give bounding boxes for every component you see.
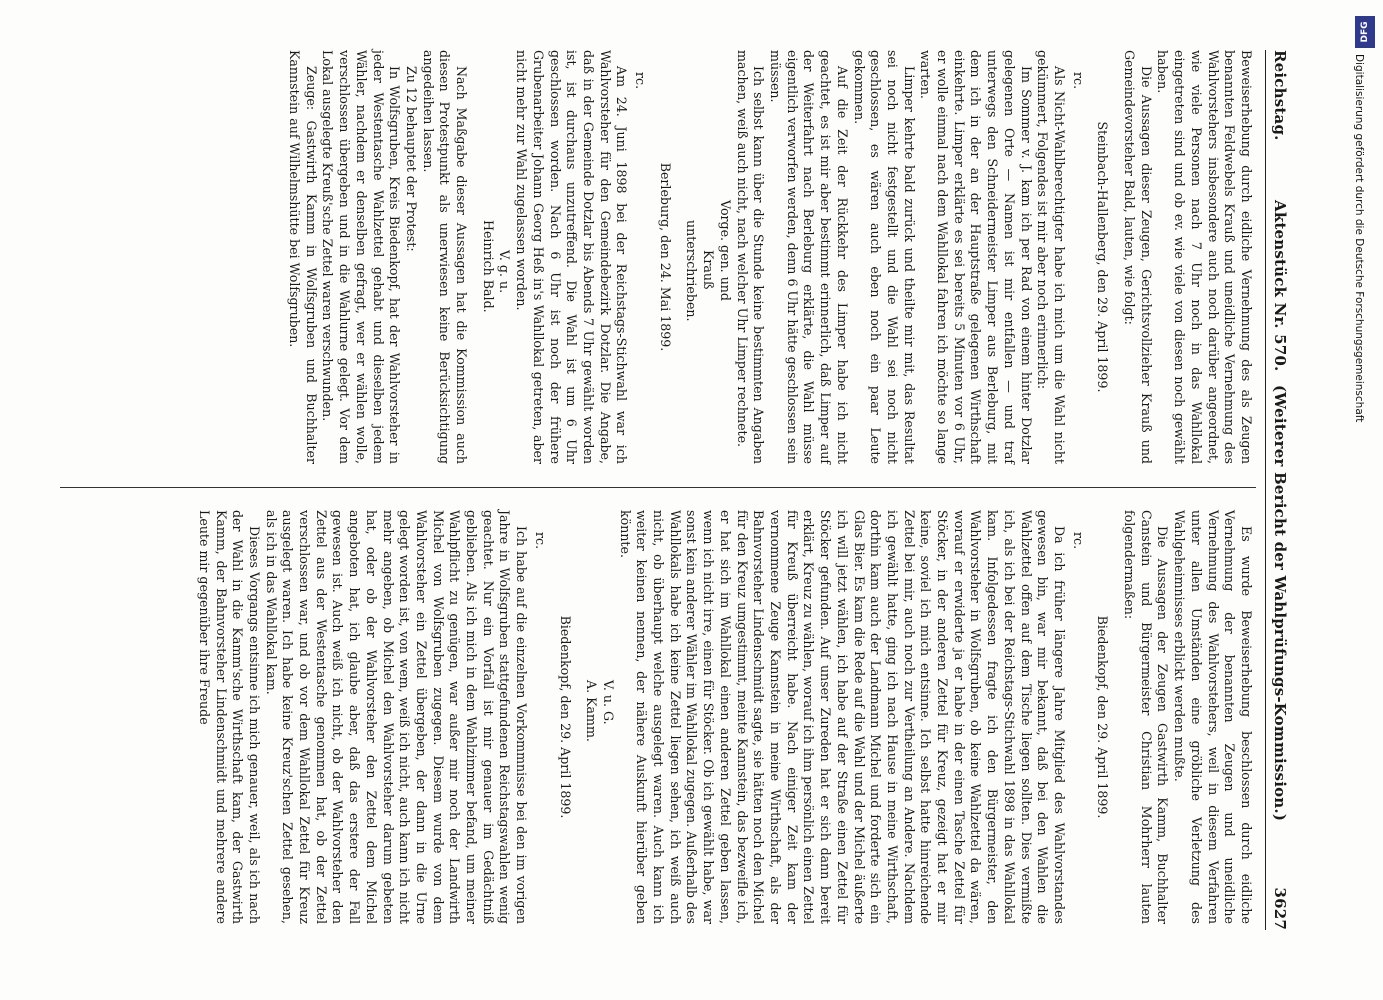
paragraph: Da ich früher längere Jahre Mitglied des Wahlvorstandes gewesen bin, war mir bekannt, daß bei den Wahlen die Wahlzettel offen auf dem Tische liegen sollten. Dies vermißte ich, als ich bei der Reichstags-Stichwahl 1898 in das Wahllokal kam. Infolgedessen fragte ich den Bürgermeister, den Wahlvorsteher in Wolfsgruben, ob keine Wahlzettel da wären, worauf er erwiderte ja er habe in der einen Tasche Zettel für Stöcker, in der anderen Zettel für Kreuz, gezeigt hat er mir keine, soviel ich mich entsinne. Ich selbst hatte hinreichende Zettel bei mir, auch noch zur Vertheilung an Andere. Nachdem ich gewählt hatte, ging ich nach Hause in meine Wirthschaft, dorthin kam auch der Landmann Michel und forderte sich ein Glas Bier. Es kam die Rede auf die Wahl und der Michel äußerte ich will jetzt wählen, ich habe auf der Straße einen Zettel für Stöcker gefunden. Auf unser Zureden hat er sich dann bereit erklärt, Kreuz zu wählen, worauf ich ihm persönlich einen Zettel für Kreuß überreicht habe. Nach einiger Zeit kam der vernommene Zeuge Kannstein in meine Wirthschaft, als der Bahnvorsteher Lindenschmidt sagte, sie hätten noch den Michel für den Kreuz umgestimmt, meinte Kannstein, das bezweifle ich, er hat sich im Wahllokal einen anderen Zettel geben lassen, wenn ich nicht irre, einen für Stöcker. Ob ich gewählt habe, war sonst kein anderer Wähler im Wahllokal zugegen. Außerhalb des Wahllokals habe ich keine Zettel liegen sehen, ich weiß auch nicht, ob überhaupt welche ausgelegt waren. Auch kann ich weiter keinen nennen, der nähere Auskunft hierüber geben könnte. <box>617 510 1067 924</box>
paragraph: Als Nicht-Wahlberechtigter habe ich mich um die Wahl nicht gekümmert, Folgendes ist mir aber noch erinnerlich: <box>1035 50 1067 464</box>
header-report-title: (Weiterer Bericht der Wahlprüfungs-Kommission.) <box>1271 385 1289 822</box>
signature-name: Heinrich Bald. <box>480 220 496 313</box>
rotated-sheet <box>50 50 1290 930</box>
signature-line: V. g. u. <box>497 250 513 294</box>
signature-line: Vorge. gen. und <box>717 200 733 301</box>
etc-marker: rc. <box>633 72 649 90</box>
signature-line: unterschrieben. <box>684 220 700 322</box>
etc-marker: rc. <box>1070 72 1086 90</box>
dateline: Biedenkopf, den 29. April 1899. <box>557 615 573 819</box>
left-column <box>285 50 1254 464</box>
paragraph: Limper kehrte bald zurück und theilte mir mit, das Resultat sei noch nicht festgestellt und die Wahl sei noch nicht geschlossen, es wären auch eben noch ein paar Leute gekommen. <box>851 50 917 464</box>
header-reichstag: Reichstag. <box>1271 50 1289 141</box>
paragraph: Zu 12 behauptet der Protest: <box>403 66 419 252</box>
dateline: Steinbach-Hallenberg, den 29. April 1899. <box>1095 121 1111 393</box>
signature-line: V. u. G. <box>600 680 616 725</box>
paragraph: Die Aussagen dieser Zeugen, Gerichtsvollzieher Krauß und Gemeindevorsteher Bald, lauten, wie folgt: <box>1122 50 1154 464</box>
paragraph: Es wurde Beweiserhebung beschlossen durch eidliche Vernehmung der benannten Zeugen und uneidliche Vernehmung des Wahlvorstehers, weil in diesem Verfahren unter allen Umständen eine gröbliche Verletzung des Wahlgeheimnisses erblickt werden mußte. <box>1172 510 1254 924</box>
paragraph: Im Sommer v. J. kam ich per Rad von einem hinter Dotzlar gelegenen Orte — Namen ist mir entfallen — und traf unterwegs den Schneidermeister Limper aus Berleburg, mit dem ich in der an der Hauptstraße gelegenen Wirthschaft einkehrte. Limper erklärte es sei bereits 5 Minuten vor 6 Uhr, er wolle einmal nach dem Wahllokal fahren ich möchte so lange warten. <box>918 50 1034 464</box>
dfg-logo-icon: DFG <box>1355 16 1375 48</box>
paragraph: Dieses Vorgangs entsinne ich mich genauer, weil, als ich nach der Wahl in die Kamm'sche Wirthschaft kam, der Gastwirth Kamm, der Bahnvorsteher Lindenschmidt und mehrere andere Leute mir gegenüber ihre Freude <box>196 510 262 924</box>
running-header <box>1265 50 1290 930</box>
paragraph: Ich selbst kann über die Stunde keine bestimmten Angaben machen, weiß auch nicht, nach welcher Uhr Limper rechnete. <box>734 50 767 464</box>
etc-marker: rc. <box>532 532 548 550</box>
paragraph: In Wolfsgruben, Kreis Biedenkopf, hat der Wahlvorsteher in jeder Westentasche Wahlzettel gehabt und dieselben jedem Wähler, nachdem er denselben gefragt, wer er wählen wolle, verschlossen übergeben und in die Wahlurne gelegt. Vor dem Lokal ausgelegte Kreuß'sche Zettel waren verschwunden. <box>320 50 403 464</box>
paragraph: Am 24. Juni 1898 bei der Reichstags-Stichwahl war ich Wahlvorsteher für den Gemeindebezirk Dotzlar. Die Angabe, daß in der Gemeinde Dotzlar bis Abends 7 Uhr gewählt worden ist, ist durchaus unzutreffend. Die Wahl ist um 6 Uhr geschlossen worden. Nach 6 Uhr ist noch der frühere Grubenarbeiter Johann Georg Heß in's Wahllokal getreten, aber nicht mehr zur Wahl zugelassen worden. <box>514 50 630 464</box>
paragraph: Auf die Zeit der Rückkehr des Limper habe ich nicht geachtet, es ist mir aber bestimmt erinnerlich, daß Limper auf der Weiterfahrt nach Berleburg erklärte, die Wahl müsse eigentlich verworfen werden, denn 6 Uhr hätte geschlossen sein müssen. <box>768 50 850 464</box>
printed-page <box>50 50 1290 930</box>
paragraph: Die Aussagen der Zeugen Gastwirth Kamm, Buchhalter Canstein und Bürgermeister Christian Mohrherr lauten folgendermaßen: <box>1122 510 1171 924</box>
paragraph: Ich habe auf die einzelnen Vorkommnisse bei den im vorigen Jahre in Wolfsgruben stattgefundenen Reichstagswahlen wenig geachtet. Nur ein Vorfall ist mir genauer im Gedächtniß geblieben. Als ich mich in dem Wahlzimmer befand, um meiner Wahlpflicht zu genügen, war außer mir noch der Landwirth Michel von Wolfsgruben zugegen. Diesem wurde von dem Wahlvorsteher ein Zettel übergeben, der dann in die Urne gelegt worden ist, von wem, weiß ich nicht, auch kann ich nicht mehr angeben, ob Michel den Wahlvorsteher darum gebeten hat, oder ob der Wahlvorsteher den Zettel dem Michel angeboten hat, ich glaube aber, daß das erstere der Fall gewesen ist. Auch weiß ich nicht, ob der Wahlvorsteher den Zettel aus der Westentasche genommen hat, ob der Zettel verschlossen war, und ob vor dem Wahllokal Zettel für Kreuz ausgelegt waren. Ich habe keine Kreuz'schen Zettel gesehen, als ich in das Wahllokal kam. <box>263 510 530 924</box>
digitization-credit: Digitalisierung gefördert durch die Deutsche Forschungsgemeinschaft <box>1353 54 1365 423</box>
right-column <box>195 510 1254 924</box>
paragraph: Zeuge: Gastwirth Kamm in Wolfsgruben und Buchhalter Kannstein auf Wilhelmshütte bei Wolfsgruben. <box>287 50 319 464</box>
digitization-watermark <box>1352 10 1378 990</box>
signature-name: Krauß <box>701 250 717 290</box>
dateline: Biedenkopf, den 29. April 1899. <box>1095 615 1111 819</box>
header-document-number: Aktenstück Nr. 570. <box>1271 200 1289 372</box>
signature-name: A. Kamm. <box>584 680 600 742</box>
etc-marker: rc. <box>1070 532 1086 550</box>
paragraph: Nach Maßgabe dieser Aussagen hat die Kommission auch diesen Protestpunkt als unerwiesen keine Berücksichtigung angedeihen lassen. <box>420 50 470 464</box>
column-divider <box>60 487 1256 488</box>
paragraph: Beweiserhebung durch eidliche Vernehmung des als Zeugen benannten Feldwebels Krauß und uneidliche Vernehmung des Wahlvorstehers insbesondere auch noch darüber angeordnet, wie viele Personen nach 7 Uhr noch in das Wahllokal eingetreten sind und ob ev. wie viele von diesen noch gewählt haben. <box>1155 50 1254 464</box>
dateline: Berleburg, den 24. Mai 1899. <box>657 162 673 352</box>
page-number: 3627 <box>1271 887 1289 930</box>
